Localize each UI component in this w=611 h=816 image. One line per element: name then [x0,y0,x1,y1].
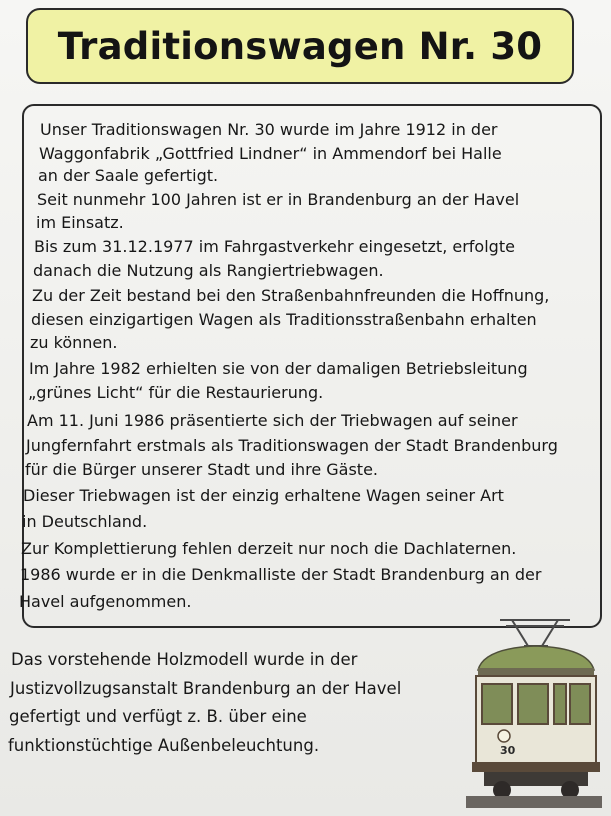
tram-number-label: 30 [500,744,516,757]
text-line: für die Bürger unserer Stadt und ihre Gäste. [25,460,378,479]
text-line: an der Saale gefertigt. [38,166,219,185]
text-line: im Einsatz. [36,213,124,232]
text-line: Jungfernfahrt erstmals als Traditionswagen der Stadt Brandenburg [26,436,558,455]
text-line: diesen einzigartigen Wagen als Traditionsstraßenbahn erhalten [31,310,537,329]
text-line: 1986 wurde er in die Denkmalliste der Stadt Brandenburg an der [20,565,542,584]
text-line: danach die Nutzung als Rangiertriebwagen. [33,261,384,280]
text-line: zu können. [30,333,118,352]
page-title: Traditionswagen Nr. 30 [57,24,543,68]
text-line: Im Jahre 1982 erhielten sie von der damaligen Betriebsleitung [29,359,528,378]
note-line: funktionstüchtige Außenbeleuchtung. [8,736,320,755]
text-line: Dieser Triebwagen ist der einzig erhaltene Wagen seiner Art [23,486,504,505]
text-line: in Deutschland. [22,512,148,531]
note-line: gefertigt und verfügt z. B. über eine [9,707,307,726]
note-line: Das vorstehende Holzmodell wurde in der [11,650,358,669]
text-line: Zur Komplettierung fehlen derzeit nur noch die Dachlaternen. [21,539,517,558]
text-line: Bis zum 31.12.1977 im Fahrgastverkehr eingesetzt, erfolgte [34,237,515,256]
text-line: Waggonfabrik „Gottfried Lindner“ in Ammendorf bei Halle [39,144,502,163]
pantograph-icon [500,620,570,646]
text-line: Unser Traditionswagen Nr. 30 wurde im Jahre 1912 in der [40,120,498,139]
text-line: „grünes Licht“ für die Restaurierung. [28,383,324,402]
text-line: Zu der Zeit bestand bei den Straßenbahnfreunden die Hoffnung, [32,286,550,305]
text-line: Am 11. Juni 1986 präsentierte sich der Triebwagen auf seiner [27,411,518,430]
tram-model-image [466,612,602,808]
text-line: Seit nunmehr 100 Jahren ist er in Brandenburg an der Havel [37,190,520,209]
title-box [26,8,574,84]
text-line: Havel aufgenommen. [19,592,192,611]
note-line: Justizvollzugsanstalt Brandenburg an der Havel [10,679,402,698]
